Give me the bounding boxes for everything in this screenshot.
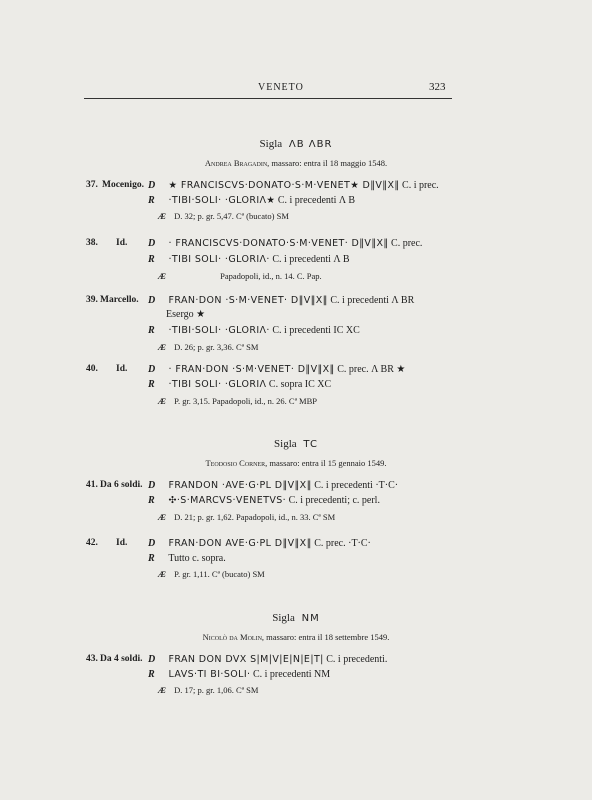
entry-doge: Da 4 soldi. <box>100 654 143 664</box>
reverse-line <box>148 195 355 208</box>
obverse-legend: · FRAN·DON ·S·M·VENET· D‖V‖X‖ <box>168 364 335 375</box>
reverse-note: C. i precedenti Λ B <box>272 254 350 265</box>
reverse-legend: LAVS·TI BI·SOLI· <box>168 669 251 680</box>
metal-symbol: Æ <box>158 211 167 221</box>
entry-meta <box>158 342 258 352</box>
sigla-heading <box>0 438 592 450</box>
metal-symbol: Æ <box>158 396 167 406</box>
reverse-line <box>148 325 360 338</box>
obverse-line <box>148 295 414 308</box>
sigla-label: Sigla <box>272 612 295 624</box>
obverse-line <box>148 364 405 377</box>
reverse-legend: ·TIBI·SOLI· ·GLORIΛ· <box>168 325 270 336</box>
reverse-symbol: R <box>148 553 155 564</box>
obverse-symbol: D <box>148 480 156 491</box>
obverse-legend: FRAN DON DVX S|M|V|E|N|E|T| <box>168 654 324 665</box>
reverse-line <box>148 495 380 508</box>
reverse-symbol: R <box>148 669 155 680</box>
massaro-text: massaro: entra il 15 gennaio 1549. <box>269 458 387 468</box>
obverse-note: C. prec. Λ BR ★ <box>337 364 406 375</box>
entry-meta <box>158 569 265 579</box>
metal-symbol: Æ <box>158 512 167 522</box>
meta-text: P. gr. 3,15. Papadopoli, id., n. 26. Cª MBP <box>174 396 318 406</box>
reverse-note: C. sopra IC XC <box>268 379 332 390</box>
page-number: 323 <box>429 81 446 93</box>
exergue-note: Esergo ★ <box>166 309 206 320</box>
obverse-note: C. i precedenti Λ BR <box>330 295 415 306</box>
reverse-line <box>148 254 350 267</box>
obverse-note: C. i prec. <box>402 180 439 191</box>
entry-number: 42. <box>86 538 98 548</box>
reverse-legend: ·TIBI·SOLI· ·GLORIΛ★ <box>168 195 276 206</box>
meta-text: Papadopoli, id., n. 14. C. Pap. <box>220 271 322 281</box>
massaro-text: massaro: entra il 18 settembre 1549. <box>266 632 390 642</box>
obverse-note: C. i precedenti. <box>326 654 388 665</box>
obverse-symbol: D <box>148 538 156 549</box>
reverse-symbol: R <box>148 195 155 206</box>
meta-text: D. 26; p. gr. 3,36. Cª SM <box>174 342 259 352</box>
sigla-code: ΛB ΛBR <box>288 139 333 150</box>
obverse-line <box>148 480 398 493</box>
meta-text: P. gr. 1,11. Cª (bucato) SM <box>174 569 265 579</box>
reverse-note: C. i precedenti; c. perl. <box>288 495 380 506</box>
obverse-line <box>148 180 439 193</box>
entry-number: 41. <box>86 480 98 490</box>
entry-number: 40. <box>86 364 98 374</box>
reverse-note: C. i precedenti NM <box>252 669 331 680</box>
entry-number: 37. <box>86 180 98 190</box>
sigla-label: Sigla <box>274 438 297 450</box>
obverse-line <box>148 238 422 251</box>
sigla-heading <box>0 138 592 150</box>
massaro-name: Andrea Bragadin, <box>204 158 270 168</box>
meta-text: D. 32; p. gr. 5,47. Cª (bucato) SM <box>174 211 289 221</box>
massaro-name: Nicolò da Molin, <box>202 632 265 642</box>
running-header <box>0 82 592 96</box>
obverse-note: C. prec. ·T·C· <box>314 538 371 549</box>
massaro-text: massaro: entra il 18 maggio 1548. <box>271 158 388 168</box>
entry-number: 38. <box>86 238 98 248</box>
header-rule <box>84 98 452 99</box>
obverse-symbol: D <box>148 180 156 191</box>
exergue-line <box>166 309 205 322</box>
entry-doge: Id. <box>116 538 128 548</box>
obverse-line <box>148 538 371 551</box>
obverse-symbol: D <box>148 238 156 249</box>
obverse-note: C. i precedenti ·T·C· <box>314 480 399 491</box>
sigla-code: TC <box>303 439 318 450</box>
metal-symbol: Æ <box>158 685 167 695</box>
obverse-symbol: D <box>148 295 156 306</box>
entry-meta <box>158 512 335 522</box>
meta-text: D. 21; p. gr. 1,62. Papadopoli, id., n. 33. Cª SM <box>174 512 336 522</box>
reverse-line <box>148 669 330 682</box>
reverse-line <box>148 379 331 392</box>
massaro-line <box>0 458 592 468</box>
obverse-legend: FRAN·DON AVE·G·PL D‖V‖X‖ <box>168 538 312 549</box>
sigla-heading <box>0 612 592 624</box>
entry-doge: Id. <box>116 238 128 248</box>
entry-doge: Mocenigo. <box>102 180 144 190</box>
reverse-legend: ✣·S·MARCVS·VENETVS· <box>168 495 287 506</box>
entry-doge: Marcello. <box>100 295 139 305</box>
obverse-legend: · FRANCISCVS·DONATO·S·M·VENET· D‖V‖X‖ <box>168 238 389 249</box>
metal-symbol: Æ <box>158 569 167 579</box>
reverse-legend: ·TIBI SOLI· ·GLORIΛ· <box>168 254 270 265</box>
obverse-legend: ★ FRANCISCVS·DONATO·S·M·VENET★ D‖V‖X‖ <box>168 180 400 191</box>
reverse-symbol: R <box>148 325 155 336</box>
reverse-note: C. i precedenti Λ B <box>277 195 356 206</box>
entry-doge: Id. <box>116 364 128 374</box>
sigla-label: Sigla <box>259 138 283 150</box>
obverse-legend: FRAN·DON ·S·M·VENET· D‖V‖X‖ <box>168 295 328 306</box>
reverse-note: C. i precedenti IC XC <box>272 325 360 336</box>
reverse-symbol: R <box>148 254 155 265</box>
header-title: VENETO <box>258 82 304 93</box>
reverse-note: Tutto c. sopra. <box>168 553 226 564</box>
entry-doge: Da 6 soldi. <box>100 480 143 490</box>
reverse-symbol: R <box>148 495 155 506</box>
obverse-symbol: D <box>148 364 156 375</box>
obverse-line <box>148 654 387 667</box>
obverse-symbol: D <box>148 654 156 665</box>
entry-meta <box>158 396 317 406</box>
massaro-line <box>0 632 592 642</box>
entry-meta <box>158 211 289 221</box>
reverse-symbol: R <box>148 379 155 390</box>
obverse-legend: FRANDON ·AVE·G·PL D‖V‖X‖ <box>168 480 312 491</box>
entry-meta <box>158 271 322 281</box>
entry-number: 43. <box>86 654 98 664</box>
massaro-line <box>0 158 592 168</box>
sigla-code: NM <box>301 613 320 624</box>
massaro-name: Teodosio Corner, <box>205 458 268 468</box>
entry-number: 39. <box>86 295 98 305</box>
metal-symbol: Æ <box>158 342 167 352</box>
reverse-line <box>148 553 226 566</box>
metal-symbol: Æ <box>158 271 167 281</box>
entry-meta <box>158 685 258 695</box>
meta-text: D. 17; p. gr. 1,06. Cª SM <box>174 685 259 695</box>
obverse-note: C. prec. <box>391 238 423 249</box>
reverse-legend: ·TIBI SOLI· ·GLORIΛ <box>168 379 267 390</box>
